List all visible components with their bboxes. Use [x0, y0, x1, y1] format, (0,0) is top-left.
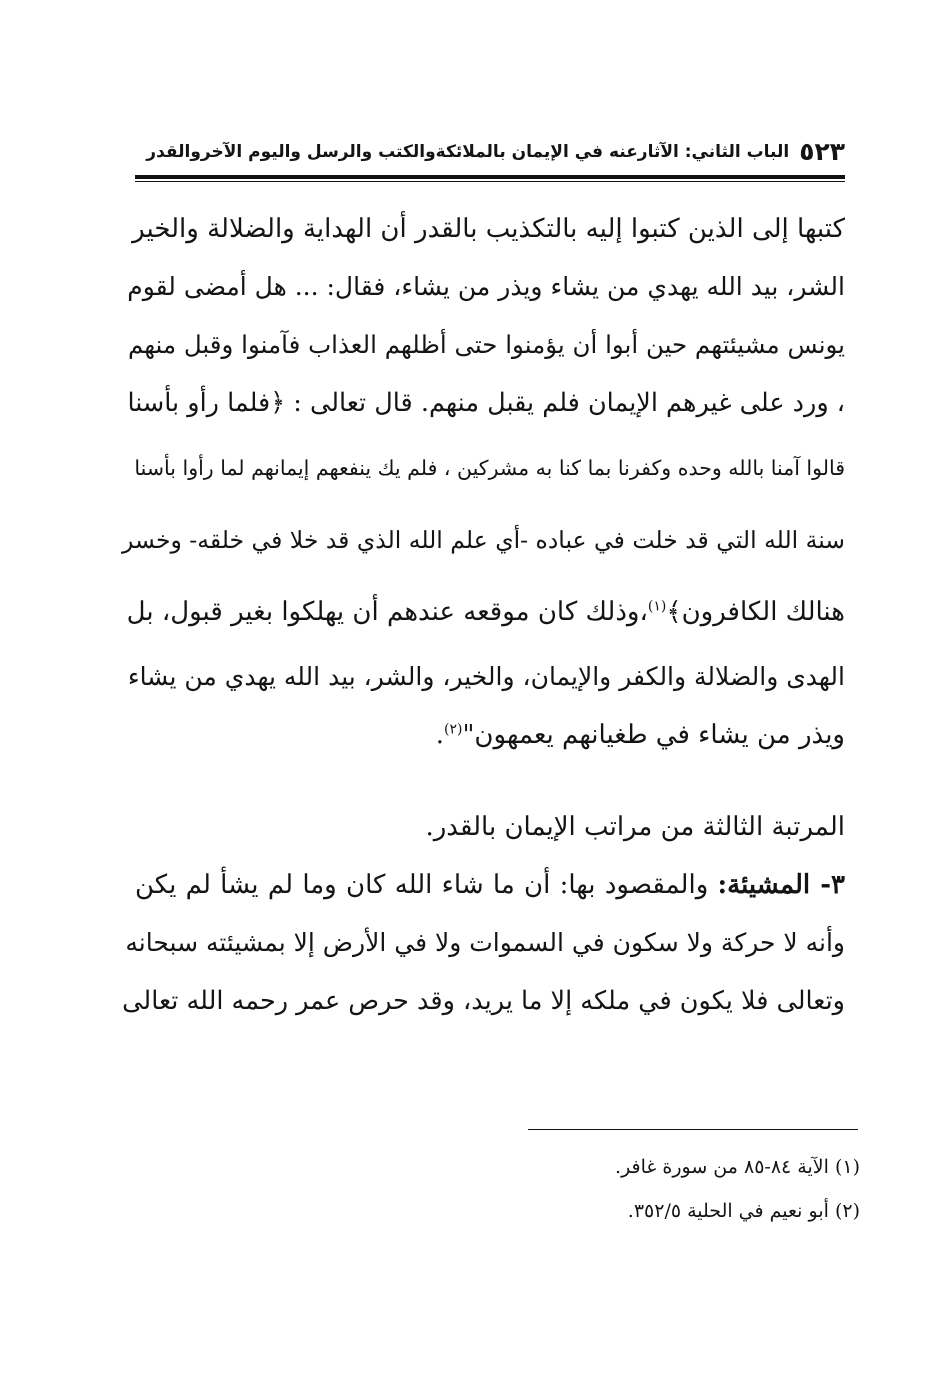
footnote-number: (٢) — [834, 1200, 860, 1222]
text-line: وأنه لا حركة ولا سكون في السموات ولا في الأرض إلا بمشيئته سبحانه — [125, 928, 845, 957]
section-heading: ٣- المشيئة: — [717, 870, 845, 900]
text-line: الشر، بيد الله يهدي من يشاء ويذر من يشاء، فقال: ... هل أمضى لقوم — [127, 272, 845, 301]
text-segment: ويذر من يشاء في طغيانهم يعمهون" — [462, 720, 845, 750]
footnote — [135, 1189, 860, 1233]
paragraph-gap — [135, 764, 845, 798]
text-line-with-footnote — [126, 576, 845, 648]
footnote-text: أبو نعيم في الحلية ٣٥٢/٥. — [627, 1200, 835, 1222]
text-line-with-heading — [135, 856, 845, 914]
quran-verse-end: هنالك الكافرون﴾ — [666, 597, 845, 627]
page-header — [135, 128, 845, 168]
running-title: الباب الثاني: الآثارعنه في الإيمان بالملائكةوالكتب والرسل واليوم الآخروالقدر — [146, 142, 790, 162]
header-rule-thick — [135, 175, 845, 179]
quran-verse-line: قالوا آمنا بالله وحده وكفرنا بما كنا به مشركين ، فلم يك ينفعهم إيمانهم لما رأوا بأسنا — [134, 456, 845, 480]
text-line: ، ورد على غيرهم الإيمان فلم يقبل منهم. قال تعالى : ﴿فلما رأو بأسنا — [127, 388, 845, 418]
footnote-separator — [528, 1129, 858, 1130]
text-line: الهدى والضلالة والكفر والإيمان، والخير، والشر، بيد الله يهدي من يشاء — [127, 662, 845, 691]
text-line: يونس مشيئتهم حين أبوا أن يؤمنوا حتى أظلهم العذاب فآمنوا وقبل منهم — [127, 330, 845, 359]
text-segment: ،وذلك كان موقعه عندهم أن يهلكوا بغير قبول، بل — [126, 597, 648, 627]
header-rule-thin — [135, 181, 845, 182]
footnote-number: (١) — [834, 1156, 860, 1178]
text-line: كتبها إلى الذين كتبوا إليه بالتكذيب بالقدر أن الهداية والضلالة والخير — [132, 214, 845, 244]
footnote-text: الآية ٨٤-٨٥ من سورة غافر. — [615, 1156, 835, 1178]
text-line: وتعالى فلا يكون في ملكه إلا ما يريد، وقد حرص عمر رحمه الله تعالى — [122, 986, 845, 1016]
section-line: المرتبة الثالثة من مراتب الإيمان بالقدر. — [425, 812, 845, 842]
page-number: ٥٢٣ — [799, 137, 845, 166]
text-line-with-footnote — [135, 706, 845, 764]
footnotes — [135, 1145, 860, 1233]
footnote — [135, 1145, 860, 1189]
footnote-marker: (٢) — [444, 721, 463, 738]
footnote-marker: (١) — [647, 598, 667, 615]
quran-verse-line: سنة الله التي قد خلت في عباده -أي علم الله الذي قد خلا في خلقه- وخسر — [122, 526, 845, 554]
main-text — [122, 200, 845, 1030]
text-segment: . — [435, 720, 444, 750]
text-segment: والمقصود بها: أن ما شاء الله كان وما لم يشأ لم يكن — [135, 870, 718, 900]
